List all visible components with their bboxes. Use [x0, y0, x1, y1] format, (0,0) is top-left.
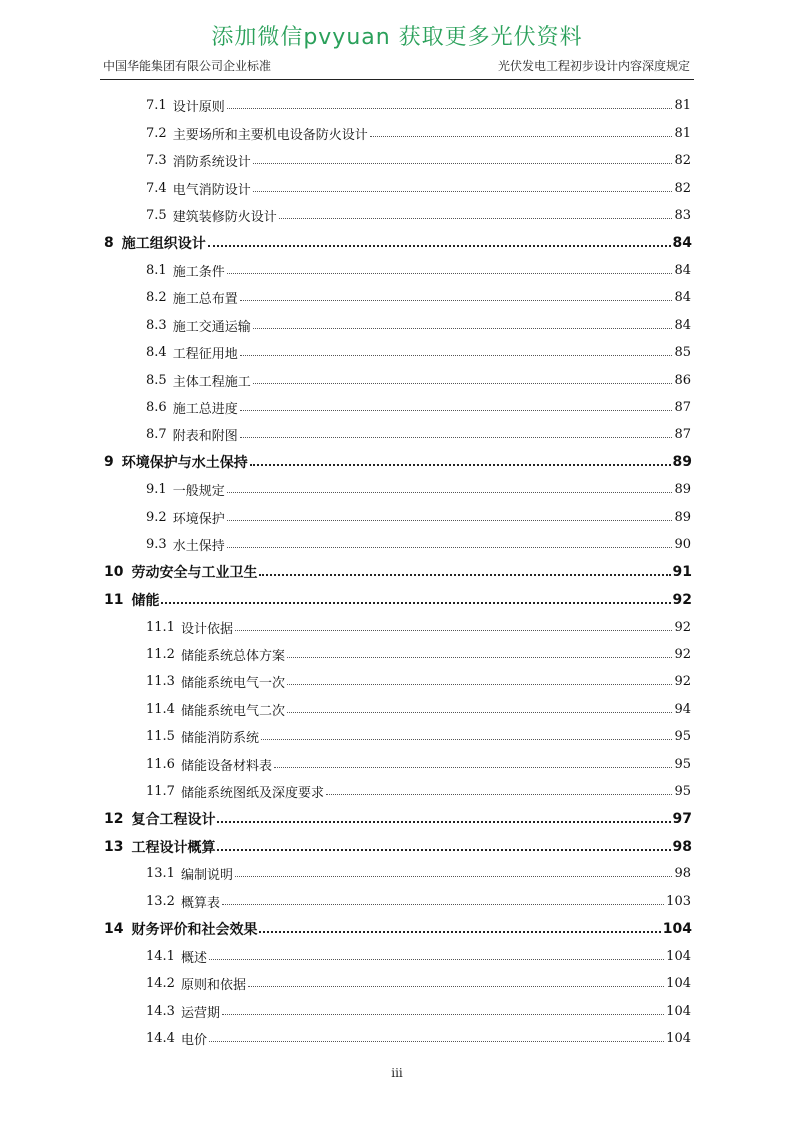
- toc-dot-leader: [370, 136, 673, 137]
- toc-dot-leader: [287, 684, 672, 685]
- toc-dot-leader: [250, 464, 671, 466]
- toc-page-number: 89: [674, 482, 691, 498]
- toc-entry-number: 11.3: [146, 674, 175, 690]
- toc-entry-label: [146, 700, 285, 719]
- toc-page-number: 91: [672, 564, 692, 581]
- toc-dot-leader: [240, 355, 673, 356]
- toc-entry-label: [146, 947, 207, 966]
- toc-dot-leader: [227, 108, 673, 109]
- toc-entry-number: 11.1: [146, 619, 175, 635]
- toc-entry-title: 施工总布置: [172, 292, 238, 308]
- toc-entry-number: 11.7: [146, 784, 175, 800]
- toc-section-entry[interactable]: [146, 613, 691, 640]
- toc-page-number: 85: [674, 345, 691, 361]
- toc-entry-label: [146, 727, 259, 746]
- toc-dot-leader: [208, 245, 671, 247]
- toc-dot-leader: [222, 904, 664, 905]
- toc-dot-leader: [287, 712, 672, 713]
- toc-dot-leader: [222, 1014, 664, 1015]
- toc-entry-number: 14.3: [146, 1003, 175, 1019]
- toc-page-number: 92: [674, 619, 691, 635]
- toc-dot-leader: [209, 959, 664, 960]
- toc-dot-leader: [217, 849, 670, 851]
- toc-entry-title: 运营期: [180, 1005, 220, 1021]
- toc-page-number: 92: [674, 674, 691, 690]
- toc-entry-title: 复合工程设计: [131, 812, 216, 829]
- header-doc-title: 光伏发电工程初步设计内容深度规定: [497, 59, 690, 73]
- toc-dot-leader: [248, 986, 664, 987]
- toc-page-number: 94: [674, 701, 691, 717]
- toc-entry-number: 11.4: [146, 701, 175, 717]
- toc-entry-label: [146, 864, 233, 883]
- toc-page-number: 92: [672, 591, 692, 608]
- toc-entry-label: [146, 288, 238, 307]
- toc-entry-label: [146, 618, 233, 637]
- toc-entry-label: [146, 179, 251, 198]
- toc-dot-leader: [287, 657, 672, 658]
- toc-entry-label: [146, 96, 225, 115]
- toc-dot-leader: [253, 191, 673, 192]
- toc-dot-leader: [253, 163, 673, 164]
- toc-dot-leader: [235, 630, 672, 631]
- toc-entry-title: 储能消防系统: [180, 731, 259, 747]
- toc-page-number: 98: [674, 866, 691, 882]
- toc-entry-label: [104, 837, 215, 857]
- toc-entry-number: 9.2: [146, 509, 167, 525]
- toc-page-number: 84: [674, 290, 691, 306]
- toc-section-entry[interactable]: [146, 476, 691, 503]
- toc-page-number: 98: [672, 838, 692, 855]
- toc-entry-number: 13.1: [146, 866, 175, 882]
- toc-entry-title: 概算表: [180, 895, 220, 911]
- toc-dot-leader: [235, 876, 672, 877]
- toc-section-entry[interactable]: [146, 202, 691, 229]
- toc-entry-title: 储能: [131, 592, 160, 609]
- toc-section-entry[interactable]: [146, 174, 691, 201]
- toc-page-number: 95: [674, 784, 691, 800]
- toc-entry-number: 8.6: [146, 400, 167, 416]
- toc-dot-leader: [227, 273, 673, 274]
- toc-entry-number: 7.3: [146, 153, 167, 169]
- toc-page-number: 104: [666, 1003, 691, 1019]
- toc-entry-label: [146, 782, 324, 801]
- toc-page-number: 104: [666, 1031, 691, 1047]
- toc-section-entry[interactable]: [146, 504, 691, 531]
- toc-entry-title: 施工组织设计: [121, 235, 206, 252]
- toc-section-entry[interactable]: [146, 860, 691, 887]
- toc-dot-leader: [209, 1041, 664, 1042]
- toc-section-entry[interactable]: [146, 668, 691, 695]
- toc-entry-label: [104, 919, 257, 939]
- toc-dot-leader: [253, 383, 673, 384]
- toc-dot-leader: [259, 574, 670, 576]
- toc-entry-number: 7.1: [146, 98, 167, 114]
- toc-entry-number: 8.3: [146, 317, 167, 333]
- toc-entry-label: [146, 1002, 220, 1021]
- toc-entry-title: 主要场所和主要机电设备防火设计: [172, 127, 368, 143]
- toc-entry-title: 环境保护: [172, 511, 225, 527]
- toc-entry-number: 8.7: [146, 427, 167, 443]
- toc-entry-label: [146, 371, 251, 390]
- toc-dot-leader: [253, 328, 673, 329]
- toc-section-entry[interactable]: [146, 888, 691, 915]
- toc-entry-title: 储能设备材料表: [180, 758, 272, 774]
- toc-page-number: 97: [672, 811, 692, 828]
- toc-entry-label: [146, 425, 238, 444]
- toc-dot-leader: [240, 300, 673, 301]
- toc-entry-title: 消防系统设计: [172, 155, 251, 171]
- toc-entry-label: [146, 124, 368, 143]
- header-rule: [100, 79, 694, 80]
- toc-chapter-entry[interactable]: [104, 915, 692, 942]
- toc-section-entry[interactable]: [146, 366, 691, 393]
- toc-section-entry[interactable]: [146, 696, 691, 723]
- toc-entry-label: [146, 672, 285, 691]
- toc-entry-title: 原则和依据: [180, 978, 246, 994]
- toc-chapter-entry[interactable]: [104, 833, 692, 860]
- toc-page-number: 89: [672, 454, 692, 471]
- toc-entry-label: [146, 206, 277, 225]
- toc-dot-leader: [217, 821, 670, 823]
- toc-entry-title: 储能系统总体方案: [180, 648, 285, 664]
- toc-entry-label: [104, 452, 248, 472]
- toc-entry-number: 7.2: [146, 125, 167, 141]
- toc-page-number: 89: [674, 509, 691, 525]
- toc-entry-title: 设计原则: [172, 100, 225, 116]
- toc-entry-number: 8.5: [146, 372, 167, 388]
- toc-entry-title: 施工条件: [172, 264, 225, 280]
- toc-entry-title: 施工交通运输: [172, 319, 251, 335]
- toc-entry-title: 一般规定: [172, 484, 225, 500]
- toc-entry-title: 概述: [180, 950, 207, 966]
- toc-entry-title: 主体工程施工: [172, 374, 251, 390]
- toc-page-number: 95: [674, 729, 691, 745]
- toc-entry-number: 14: [104, 920, 124, 937]
- toc-section-entry[interactable]: [146, 943, 691, 970]
- toc-entry-title: 财务评价和社会效果: [131, 921, 258, 938]
- toc-page-number: 104: [666, 976, 691, 992]
- toc-page-number: 84: [674, 317, 691, 333]
- toc-entry-label: [146, 535, 225, 554]
- toc-entry-number: 7.4: [146, 180, 167, 196]
- toc-entry-title: 劳动安全与工业卫生: [131, 565, 258, 582]
- toc-chapter-entry[interactable]: [104, 586, 692, 613]
- toc-page-number: 83: [674, 207, 691, 223]
- toc-chapter-entry[interactable]: [104, 229, 692, 256]
- toc-page-number: 82: [674, 180, 691, 196]
- toc-entry-label: [146, 508, 225, 527]
- toc-section-entry[interactable]: [146, 394, 691, 421]
- toc-entry-label: [146, 480, 225, 499]
- toc-dot-leader: [261, 739, 672, 740]
- toc-entry-number: 14.2: [146, 976, 175, 992]
- toc-section-entry[interactable]: [146, 339, 691, 366]
- toc-dot-leader: [240, 410, 673, 411]
- toc-section-entry[interactable]: [146, 257, 691, 284]
- toc-entry-number: 8.4: [146, 345, 167, 361]
- toc-entry-title: 储能系统图纸及深度要求: [180, 786, 324, 802]
- toc-entry-title: 设计依据: [180, 621, 233, 637]
- toc-entry-number: 11.6: [146, 756, 175, 772]
- toc-entry-title: 工程征用地: [172, 347, 238, 363]
- toc-entry-number: 9: [104, 454, 114, 471]
- toc-entry-number: 11.5: [146, 729, 175, 745]
- toc-dot-leader: [259, 931, 660, 933]
- toc-entry-title: 电价: [180, 1033, 207, 1049]
- toc-page-number: 86: [674, 372, 691, 388]
- toc-entry-label: [146, 892, 220, 911]
- toc-entry-title: 施工总进度: [172, 402, 238, 418]
- toc-section-entry[interactable]: [146, 147, 691, 174]
- promo-banner: 添加微信pvyuan 获取更多光伏资料: [211, 25, 583, 50]
- toc-entry-number: 13: [104, 838, 124, 855]
- toc-entry-number: 8: [104, 234, 114, 251]
- toc-entry-label: [104, 590, 159, 610]
- toc-section-entry[interactable]: [146, 997, 691, 1024]
- toc-section-entry[interactable]: [146, 421, 691, 448]
- toc-page-number: 92: [674, 646, 691, 662]
- toc-page-number: 104: [666, 948, 691, 964]
- toc-dot-leader: [240, 437, 673, 438]
- toc-entry-label: [146, 974, 246, 993]
- toc-entry-label: [146, 398, 238, 417]
- toc-entry-title: 工程设计概算: [131, 839, 216, 856]
- toc-dot-leader: [161, 602, 670, 604]
- toc-page-number: 104: [662, 920, 692, 937]
- toc-page-number: 84: [674, 262, 691, 278]
- toc-dot-leader: [274, 767, 672, 768]
- toc-entry-number: 10: [104, 564, 124, 581]
- toc-chapter-entry[interactable]: [104, 805, 692, 832]
- toc-entry-number: 14.4: [146, 1031, 175, 1047]
- toc-entry-title: 附表和附图: [172, 429, 238, 445]
- toc-page-number: 81: [674, 125, 691, 141]
- toc-entry-title: 编制说明: [180, 868, 233, 884]
- toc-entry-label: [146, 261, 225, 280]
- toc-entry-title: 储能系统电气一次: [180, 676, 285, 692]
- toc-chapter-entry[interactable]: [104, 449, 692, 476]
- toc-dot-leader: [227, 492, 673, 493]
- toc-section-entry[interactable]: [146, 778, 691, 805]
- toc-page-number: 87: [674, 427, 691, 443]
- toc-section-entry[interactable]: [146, 751, 691, 778]
- toc-section-entry[interactable]: [146, 284, 691, 311]
- toc-page-number: 81: [674, 98, 691, 114]
- toc-page-number: 82: [674, 153, 691, 169]
- toc-entry-label: [146, 151, 251, 170]
- toc-entry-label: [104, 233, 206, 253]
- toc-entry-number: 14.1: [146, 948, 175, 964]
- toc-section-entry[interactable]: [146, 92, 691, 119]
- toc-entry-title: 电气消防设计: [172, 182, 251, 198]
- toc-entry-number: 9.1: [146, 482, 167, 498]
- toc-entry-title: 储能系统电气二次: [180, 703, 285, 719]
- toc-dot-leader: [227, 547, 673, 548]
- page-number: iii: [391, 1066, 403, 1080]
- toc-dot-leader: [227, 520, 673, 521]
- toc-entry-number: 7.5: [146, 207, 167, 223]
- toc-dot-leader: [279, 218, 673, 219]
- toc-entry-label: [146, 343, 238, 362]
- header-org-name: 中国华能集团有限公司企业标准: [103, 59, 272, 73]
- toc-entry-label: [146, 1029, 207, 1048]
- toc-section-entry[interactable]: [146, 531, 691, 558]
- toc-entry-number: 11.2: [146, 646, 175, 662]
- toc-entry-number: 13.2: [146, 893, 175, 909]
- toc-page-number: 103: [666, 893, 691, 909]
- toc-entry-number: 8.2: [146, 290, 167, 306]
- toc-section-entry[interactable]: [146, 723, 691, 750]
- toc-entry-label: [146, 316, 251, 335]
- toc-dot-leader: [326, 794, 672, 795]
- toc-section-entry[interactable]: [146, 312, 691, 339]
- toc-entry-title: 建筑装修防火设计: [172, 209, 277, 225]
- toc-entry-number: 12: [104, 811, 124, 828]
- toc-page-number: 95: [674, 756, 691, 772]
- toc-chapter-entry[interactable]: [104, 558, 692, 585]
- toc-section-entry[interactable]: [146, 1025, 691, 1052]
- toc-page-number: 84: [672, 234, 692, 251]
- table-of-contents: [0, 92, 794, 1052]
- toc-section-entry[interactable]: [146, 119, 691, 146]
- toc-entry-title: 水土保持: [172, 539, 225, 555]
- toc-entry-number: 8.1: [146, 262, 167, 278]
- toc-entry-label: [104, 562, 257, 582]
- toc-section-entry[interactable]: [146, 641, 691, 668]
- toc-section-entry[interactable]: [146, 970, 691, 997]
- toc-entry-number: 11: [104, 591, 124, 608]
- toc-entry-label: [146, 755, 272, 774]
- toc-entry-number: 9.3: [146, 537, 167, 553]
- toc-page-number: 90: [674, 537, 691, 553]
- toc-entry-label: [146, 645, 285, 664]
- toc-entry-label: [104, 809, 215, 829]
- toc-page-number: 87: [674, 400, 691, 416]
- toc-entry-title: 环境保护与水土保持: [121, 455, 248, 472]
